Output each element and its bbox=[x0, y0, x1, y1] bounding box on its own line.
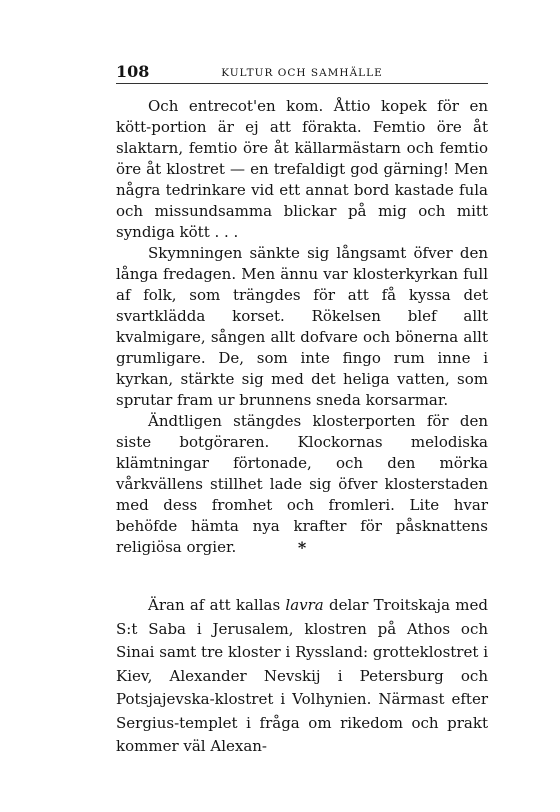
body-text bbox=[116, 96, 488, 558]
body-text-section-2 bbox=[116, 594, 488, 759]
header-rule bbox=[116, 83, 488, 84]
page-number: 108 bbox=[116, 62, 150, 81]
paragraph-3: Ändtligen stängdes klosterporten för den siste botgöraren. Klockornas melodiska klämtningar förtonade, och den mörka vårkvällens stillhet lade sig öfver klosterstaden med dess fromhet och fromleri. Lite hvar behöfde hämta nya krafter för påsknattens religiösa orgier. bbox=[116, 412, 488, 556]
page-header bbox=[116, 56, 488, 86]
section-separator: * bbox=[297, 538, 307, 557]
paragraph-1: Och entrecot'en kom. Åttio kopek för en kött-portion är ej att förakta. Femtio öre åt slaktarn, femtio öre åt källarmästarn och femtio öre åt klostret — en trefaldigt god gärning! Men några tedrinkare vid ett annat bord kastade fula och missundsamma blickar på mig och mitt syndiga kött . . . bbox=[116, 97, 488, 241]
italic-term: lavra bbox=[285, 596, 324, 614]
paragraph-4 bbox=[116, 594, 488, 759]
paragraph-4-rest: delar Troitskaja med S:t Saba i Jerusalem, klostren på Athos och Sinai samt tre kloster i Ryssland: grotteklostret i Kiev, Alexander Nevskij i Petersburg och Potsjajevska-klostret i Volhynien. Närmast efter Sergius-templet i fråga om rikedom och prakt kommer väl Alexan- bbox=[116, 596, 488, 755]
paragraph-4-start: Äran af att kallas bbox=[148, 596, 286, 614]
paragraph-2: Skymningen sänkte sig långsamt öfver den långa fredagen. Men ännu var klosterkyrkan full af folk, som trängdes för att få kyssa det svartklädda korset. Rökelsen blef allt kvalmigare, sången allt dofvare och bönerna allt grumligare. De, som inte fingo rum inne i kyrkan, stärkte sig med det heliga vatten, som sprutar fram ur brunnens sneda korsarmar. bbox=[116, 244, 488, 409]
running-head: KULTUR OCH SAMHÄLLE bbox=[221, 67, 383, 79]
